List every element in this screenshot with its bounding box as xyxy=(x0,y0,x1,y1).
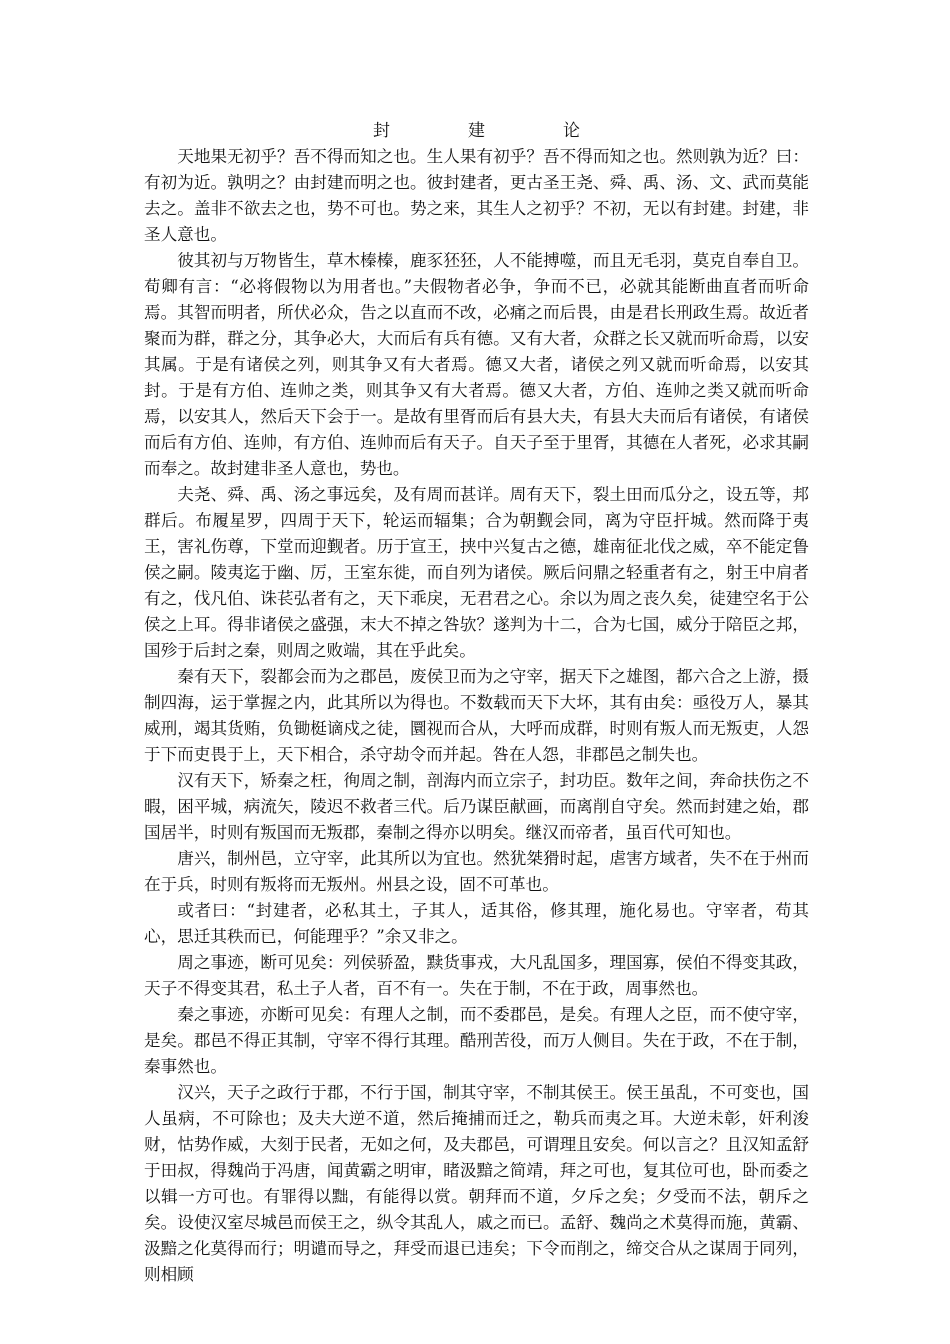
document-page xyxy=(144,118,809,1288)
paragraph-1: 天地果无初乎？吾不得而知之也。生人果有初乎？吾不得而知之也。然则孰为近？曰：有初为近。孰明之？由封建而明之也。彼封建者，更古圣王尧、舜、禹、汤、文、武而莫能去之。盖非不欲去之也，势不可也。势之来，其生人之初乎？不初，无以有封建。封建，非圣人意也。 xyxy=(144,147,809,244)
paragraph-7: 或者曰：“封建者，必私其土，子其人，适其俗，修其理，施化易也。守宰者，苟其心，思迁其秩而已，何能理乎？”余又非之。 xyxy=(144,901,809,946)
paragraph-6: 唐兴，制州邑，立守宰，此其所以为宜也。然犹桀猾时起，虐害方域者，失不在于州而在于兵，时则有叛将而无叛州。州县之设，固不可革也。 xyxy=(144,849,809,894)
paragraph-10: 汉兴，天子之政行于郡，不行于国，制其守宰，不制其侯王。侯王虽乱，不可变也，国人虽病，不可除也；及夫大逆不道，然后掩捕而迁之，勒兵而夷之耳。大逆未彰，奸利浚财，怙势作威，大刻于民者，无如之何，及夫郡邑，可谓理且安矣。何以言之？且汉知孟舒于田叔，得魏尚于冯唐，闻黄霸之明审，睹汲黯之简靖，拜之可也，复其位可也，卧而委之以辑一方可也。有罪得以黜，有能得以赏。朝拜而不道，夕斥之矣；夕受而不法，朝斥之矣。设使汉室尽城邑而侯王之，纵令其乱人，戚之而已。孟舒、魏尚之术莫得而施，黄霸、汲黯之化莫得而行；明谴而导之，拜受而退已违矣；下令而削之，缔交合从之谋周于同列，则相顾 xyxy=(144,1083,809,1284)
paragraph-4: 秦有天下，裂都会而为之郡邑，废侯卫而为之守宰，据天下之雄图，都六合之上游，摄制四海，运于掌握之内，此其所以为得也。不数载而天下大坏，其有由矣：亟役万人，暴其威刑，竭其货贿，负锄梃谪戍之徒，圜视而合从，大呼而成群，时则有叛人而无叛吏，人怨于下而吏畏于上，天下相合，杀守劫令而并起。咎在人怨，非郡邑之制失也。 xyxy=(144,667,809,764)
paragraph-9: 秦之事迹，亦断可见矣：有理人之制，而不委郡邑，是矣。有理人之臣，而不使守宰，是矣。郡邑不得正其制，守宰不得行其理。酷刑苦役，而万人侧目。失在于政，不在于制，秦事然也。 xyxy=(144,1005,809,1076)
paragraph-8: 周之事迹，断可见矣：列侯骄盈，黩货事戎，大凡乱国多，理国寡，侯伯不得变其政，天子不得变其君，私土子人者，百不有一。失在于制，不在于政，周事然也。 xyxy=(144,953,809,998)
paragraph-5: 汉有天下，矫秦之枉，徇周之制，剖海内而立宗子，封功臣。数年之间，奔命扶伤之不暇，困平城，病流矢，陵迟不救者三代。后乃谋臣献画，而离削自守矣。然而封建之始，郡国居半，时则有叛国而无叛郡，秦制之得亦以明矣。继汉而帝者，虽百代可知也。 xyxy=(144,771,809,842)
paragraph-3: 夫尧、舜、禹、汤之事远矣，及有周而甚详。周有天下，裂土田而瓜分之，设五等，邦群后。布履星罗，四周于天下，轮运而辐集；合为朝觐会同，离为守臣扞城。然而降于夷王，害礼伤尊，下堂而迎觐者。历于宣王，挟中兴复古之德，雄南征北伐之威，卒不能定鲁侯之嗣。陵夷迄于幽、厉，王室东徙，而自列为诸侯。厥后问鼎之轻重者有之，射王中肩者有之，伐凡伯、诛苌弘者有之，天下乖戾，无君君之心。余以为周之丧久矣，徒建空名于公侯之上耳。得非诸侯之盛强，末大不掉之咎欤？遂判为十二，合为七国，威分于陪臣之邦，国殄于后封之秦，则周之败端，其在乎此矣。 xyxy=(144,485,809,660)
document-title: 封建论 xyxy=(373,121,658,141)
paragraph-2: 彼其初与万物皆生，草木榛榛，鹿豕狉狉，人不能搏噬，而且无毛羽，莫克自奉自卫。荀卿有言：“必将假物以为用者也。”夫假物者必争，争而不已，必就其能断曲直者而听命焉。其智而明者，所伏必众，告之以直而不改，必痛之而后畏，由是君长刑政生焉。故近者聚而为群，群之分，其争必大，大而后有兵有德。又有大者，众群之长又就而听命焉，以安其属。于是有诸侯之列，则其争又有大者焉。德又大者，诸侯之列又就而听命焉，以安其封。于是有方伯、连帅之类，则其争又有大者焉。德又大者，方伯、连帅之类又就而听命焉，以安其人，然后天下会于一。是故有里胥而后有县大夫，有县大夫而后有诸侯，有诸侯而后有方伯、连帅，有方伯、连帅而后有天子。自天子至于里胥，其德在人者死，必求其嗣而奉之。故封建非圣人意也，势也。 xyxy=(144,251,809,478)
